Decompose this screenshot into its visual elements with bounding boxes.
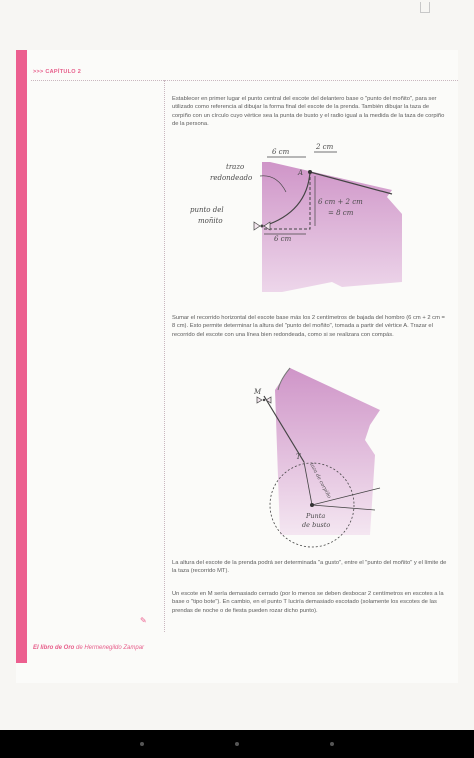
label-punto: punto del: [190, 206, 224, 214]
label-punta: Punta: [306, 512, 326, 520]
label-point-t: T: [296, 453, 301, 461]
label-taza: taza de corpiño: [308, 462, 332, 500]
paragraph-4: Un escote en M sería demasiado cerrado (por lo menos se deben desbocar 2 centímetros en escotes a la base o "tipo bote"). En cambio, en el punto T luciría demasiado escotado (solamente los escotes de las prendas de noche o de fiesta pueden rozar dicho punto).: [172, 591, 444, 614]
nav-back-icon[interactable]: [140, 742, 144, 746]
chapter-side-bar: [16, 50, 27, 663]
column-divider: [164, 80, 165, 632]
paragraph-1: Establecer en primer lugar el punto central del escote del delantero base o "punto del moñito", para ser utilizado como referencia al dibujar la forma final del escote de la prenda. También dibujar la taza de corpiño con un círculo cuyo vértice sea la punta de busto y el radio igual a la medida de la taza de corpiño de la persona.: [172, 96, 445, 127]
label-6cm-top: 6 cm: [272, 148, 290, 156]
nav-home-icon[interactable]: [235, 742, 239, 746]
android-nav-bar: [0, 730, 474, 758]
footer-author: de Hermenegildo Zampar: [74, 645, 145, 651]
label-6cm-bottom: 6 cm: [274, 235, 292, 243]
neckline-diagram-1: [182, 142, 407, 302]
label-2cm: 2 cm: [316, 143, 334, 151]
bust-point: [310, 503, 314, 507]
battery-icon: [420, 2, 430, 13]
footer-brand: El libro de Oro: [33, 645, 75, 651]
nav-recents-icon[interactable]: [330, 742, 334, 746]
label-sum-line2: = 8 cm: [328, 209, 354, 217]
label-sum-line1: 6 cm + 2 cm: [318, 198, 363, 206]
point-a-dot: [308, 170, 312, 174]
fabric-shape-2: [275, 368, 380, 535]
label-trazo: trazo: [226, 163, 245, 171]
label-redondeado: redondeado: [210, 174, 253, 182]
label-point-m: M: [254, 388, 262, 396]
decorative-mark-icon: ✎: [140, 616, 147, 625]
header-divider: [31, 80, 458, 81]
paragraph-3: La altura del escote de la prenda podrá ser determinada "a gusto", entre el "punto del moñito" y el límite de la taza (recorrido MT).: [172, 560, 447, 575]
label-monito: moñito: [198, 217, 223, 225]
status-bar: [0, 0, 474, 22]
page-footer: [33, 645, 144, 651]
label-point-a: A: [298, 169, 304, 177]
bow-icon-2: [257, 397, 271, 403]
chapter-header: >>> CAPÍTULO 2: [33, 69, 82, 75]
neckline-diagram-2: [240, 360, 390, 555]
label-busto: de busto: [302, 521, 331, 529]
paragraph-2: Sumar el recorrido horizontal del escote base más los 2 centímetros de bajada del hombro (6 cm + 2 cm = 8 cm). Esto permite determinar la altura del "punto del moñito", tomada a partir del vértice A. Trazar el recorrido del escote con una línea bien redondeada, como si se realizara con compás.: [172, 315, 445, 338]
fabric-shape: [262, 162, 402, 292]
